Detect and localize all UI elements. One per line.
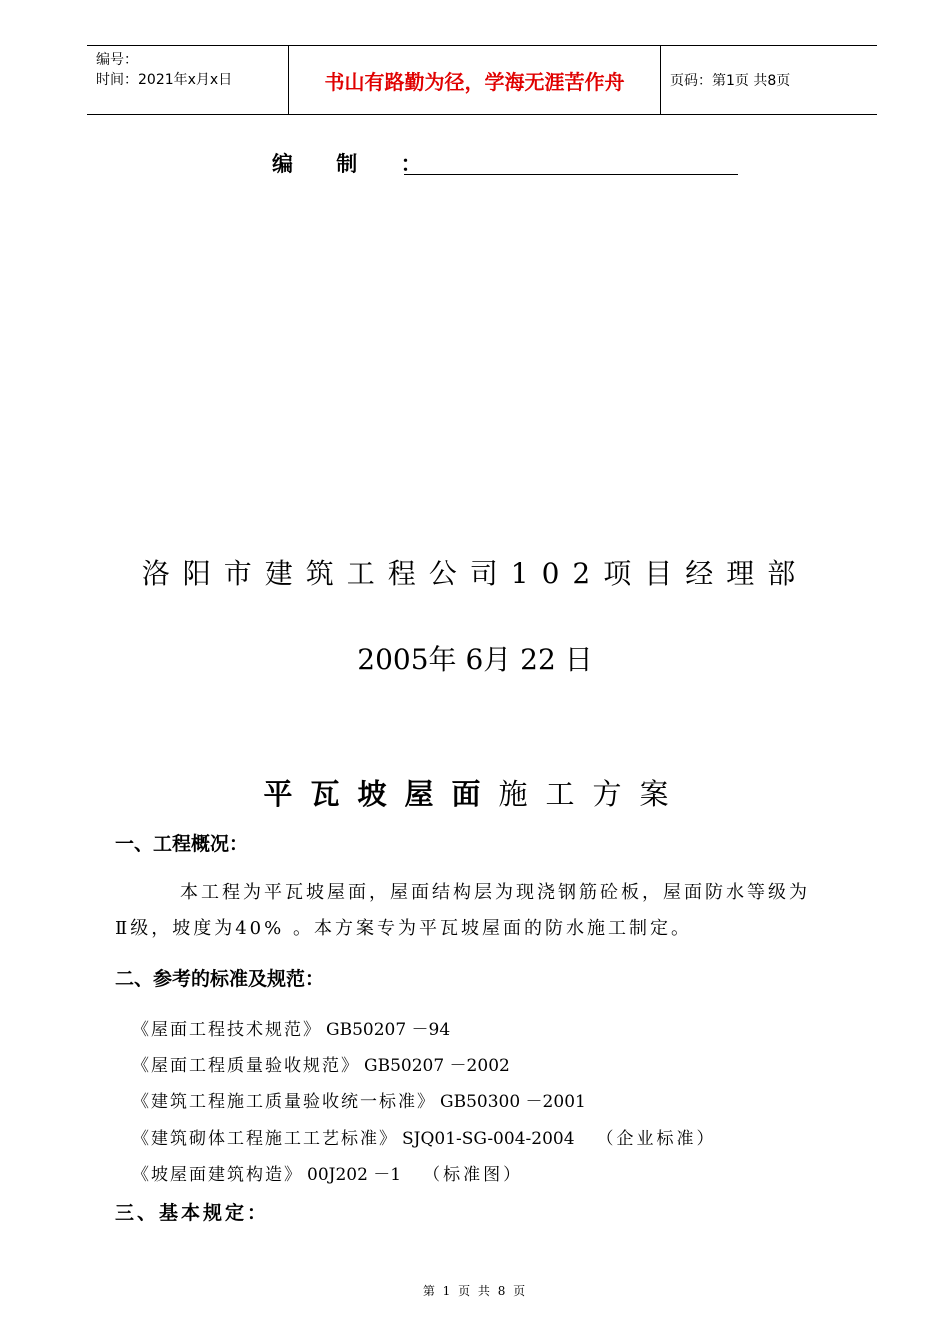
overview-paragraph-line-2: Ⅱ级，坡度为40% 。本方案专为平瓦坡屋面的防水施工制定。 xyxy=(115,918,692,939)
time-label: 时间：2021年x月x日 xyxy=(96,72,233,88)
document-date: 2005年 6月 22 日 xyxy=(357,643,593,676)
standard-code: GB50207 －2002 xyxy=(364,1056,510,1076)
section-heading-overview: 一、工程概况： xyxy=(115,833,249,855)
title-normal-part: 施工方案 xyxy=(498,777,687,811)
header-motto: 书山有路勤为径，学海无涯苦作舟 xyxy=(288,46,661,114)
standard-code: SJQ01-SG-004-2004 xyxy=(402,1129,575,1149)
section-heading-standards: 二、参考的标准及规范： xyxy=(115,968,325,990)
standard-code: 00J202 －1 xyxy=(307,1165,402,1185)
standard-item xyxy=(132,1015,450,1040)
standard-name: 《屋面工程技术规范》 xyxy=(132,1020,322,1040)
standard-item xyxy=(132,1087,586,1112)
document-header-table xyxy=(87,45,877,115)
header-page-info: 页码：第1页 共8页 xyxy=(670,73,791,89)
standard-name: 《屋面工程质量验收规范》 xyxy=(132,1056,360,1076)
standard-note: （标准图） xyxy=(423,1165,524,1185)
standard-name: 《建筑工程施工质量验收统一标准》 xyxy=(132,1092,436,1112)
number-label: 编号： xyxy=(96,52,138,68)
standard-code: GB50300 －2001 xyxy=(440,1092,586,1112)
header-meta-cell xyxy=(87,46,288,114)
company-name: 洛阳市建筑工程公司102项目经理部 xyxy=(141,557,809,590)
standard-name: 《建筑砌体工程施工工艺标准》 xyxy=(132,1129,398,1149)
standard-note: （企业标准） xyxy=(596,1129,717,1149)
document-title xyxy=(0,772,950,813)
overview-paragraph-line-1: 本工程为平瓦坡屋面，屋面结构层为现浇钢筋砼板，屋面防水等级为 xyxy=(180,882,810,903)
compiler-label: 编 制 ： xyxy=(272,152,440,176)
standard-item xyxy=(132,1051,510,1076)
section-heading-basic-rules: 三、基本规定： xyxy=(115,1202,270,1224)
title-bold-part: 平瓦坡屋面 xyxy=(263,777,499,811)
standard-name: 《坡屋面建筑构造》 xyxy=(132,1165,303,1185)
standard-item xyxy=(132,1124,717,1149)
standard-code: GB50207 －94 xyxy=(326,1020,451,1040)
standard-item xyxy=(132,1160,523,1185)
compiler-signature-line xyxy=(404,174,738,175)
page-footer: 第 1 页 共 8 页 xyxy=(422,1284,528,1298)
